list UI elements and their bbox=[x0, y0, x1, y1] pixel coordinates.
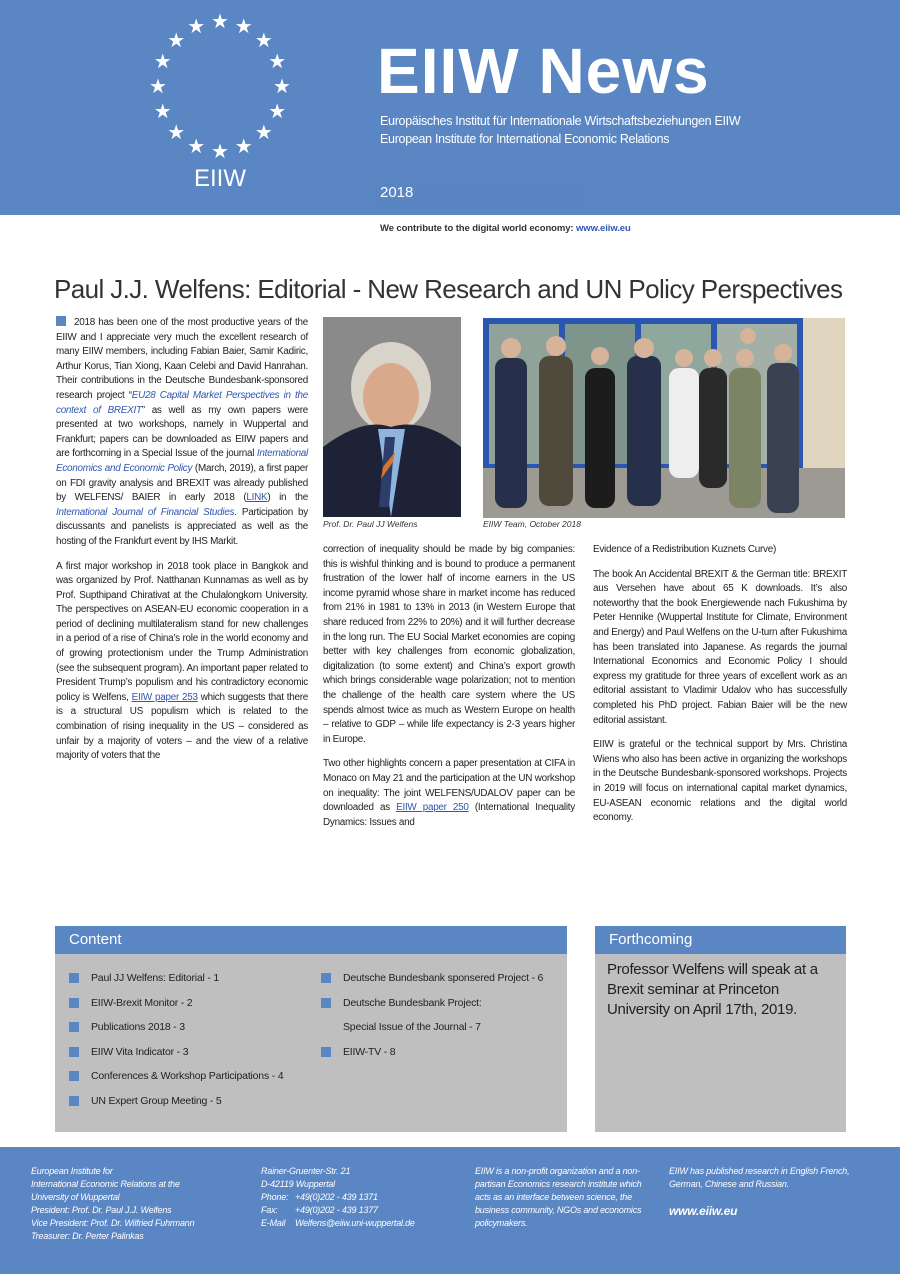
portrait-photo bbox=[323, 317, 461, 517]
bullet-square-icon bbox=[69, 1047, 79, 1057]
paragraph-3: Two other highlights concern a paper presentation at CIFA in Monaco on May 21 and the participation at the UN workshop on inequality: The joint WELFENS/UDALOV paper can be downloaded as EIIW paper 250 (International Inequality Dynamics: Issues and bbox=[323, 758, 575, 828]
star-icon: ★ bbox=[234, 15, 253, 38]
eiiw-logo bbox=[140, 10, 300, 195]
institute-name bbox=[380, 112, 740, 148]
contents-list-left bbox=[69, 972, 283, 1119]
contents-item[interactable]: EIIW Vita Indicator - 3 bbox=[69, 1046, 283, 1071]
link-link[interactable]: LINK bbox=[246, 492, 268, 504]
paragraph-2-continued: correction of inequality should be made by big companies: this is wishful thinking and is bound to produce a permanent frustration of the lower half of income earners in the US income pyramid whose share in market income has reduced from 21% in 1981 to 13% in 2013 (in Western Europe that share reduced from 22% to 20%) and it will further decrease in the long run. The EU Social Market economies are coping better with key challenges from economic globalization, digitalization (to some extent) and China’s export growth which brings considerable wage polarization; not to mention the challenge of the health care system where the US spends almost twice as much as Western Europe on health – relative to GDP – while life expectancy is 2-3 years higher in Europe. bbox=[323, 544, 575, 745]
article-column-3 bbox=[593, 543, 847, 836]
contents-box bbox=[55, 926, 567, 1132]
contents-heading: Content bbox=[55, 926, 567, 954]
paragraph-3-continued: Evidence of a Redistribution Kuznets Curve) bbox=[593, 544, 777, 555]
star-icon: ★ bbox=[273, 76, 291, 98]
tagline bbox=[380, 223, 631, 234]
bullet-square-icon bbox=[69, 1096, 79, 1106]
footer-about: EIIW is a non-profit organization and a non-partisan Economics research institute which acts as an interface between science, the business community, NGOs and economics policymakers. bbox=[475, 1166, 642, 1228]
newsletter-title: EIIW News bbox=[377, 35, 710, 107]
issue-year: 2018 bbox=[380, 184, 414, 201]
contents-item[interactable]: Deutsche Bundesbank sponsered Project - 6 bbox=[321, 972, 543, 997]
bullet-square-icon bbox=[69, 1022, 79, 1032]
star-icon: ★ bbox=[254, 29, 273, 52]
star-icon: ★ bbox=[149, 76, 167, 98]
fax-row: Fax: +49(0)202 - 439 1377 bbox=[261, 1205, 378, 1215]
star-icon: ★ bbox=[187, 15, 206, 38]
contents-item[interactable]: Publications 2018 - 3 bbox=[69, 1021, 283, 1046]
contents-item[interactable]: Deutsche Bundesbank Project: bbox=[321, 997, 543, 1022]
bullet-square-icon bbox=[321, 998, 331, 1008]
star-icon: ★ bbox=[268, 100, 287, 123]
star-icon: ★ bbox=[268, 51, 287, 74]
star-icon: ★ bbox=[153, 51, 172, 74]
footer-languages: EIIW has published research in English French, German, Chinese and Russian. www.eiiw.eu bbox=[669, 1165, 869, 1218]
star-icon: ★ bbox=[167, 29, 186, 52]
bullet-square-icon bbox=[321, 1047, 331, 1057]
email-link[interactable]: Welfens@eiiw.uni-wuppertal.de bbox=[295, 1218, 415, 1228]
paragraph-2: A first major workshop in 2018 took place in Bangkok and was organized by Prof. Natthanan Kunnamas as well as by Prof. Supthipand Chirativat at the Chulalongkorn University. The perspectives on ASEAN-EU economic cooperation in a period of declining multilateralism stand for new challenges in a period of a rise of China’s role in the world economy and of growing protectionism under the Trump Administration (see the subsequent program). An important paper related to President Trump’s populism and his contradictory economic policy is Welfens, EIIW paper 253 which suggests that there is a structural US populism which is related to the combination of rising inequality in the US – considered as unfair by a majority of voters – and the view of a relative majority of voters that the bbox=[56, 560, 308, 762]
contents-item[interactable]: Paul JJ Welfens: Editorial - 1 bbox=[69, 972, 283, 997]
footer bbox=[0, 1147, 900, 1274]
article-headline: Paul J.J. Welfens: Editorial - New Research and UN Policy Perspectives bbox=[54, 274, 843, 304]
bullet-square-icon bbox=[69, 998, 79, 1008]
logo-text: EIIW bbox=[194, 165, 246, 192]
phone-row: Phone: +49(0)202 - 439 1371 bbox=[261, 1192, 378, 1202]
paragraph-5: EIIW is grateful or the technical support by Mrs. Christina Wiens who also has been active in organizing the workshops in the Deutsche Bundesbank-sponsored workshops. Projects in 2019 will focus on international capital market dynamics, EU-ASEAN economic relations and the digital world economy. bbox=[593, 739, 847, 824]
star-icon: ★ bbox=[211, 10, 229, 33]
paragraph-4: The book An Accidental BREXIT & the German title: BREXIT aus Versehen have about 65 K downloads. It’s also noteworthy that the book Energiewende nach Fukushima by Peter Hennike (Wuppertal Institute for Climate, Environment and Energy) and Paul Welfens on the U-turn after Fukushima has been translated into Japanese. As regards the journal International Economics and Economic Policy I should express my gratitude for three years of excellent work as an editorial assistant to Vladimir Udalov who has successfully completed his PhD project. Fabian Baier will be the new editorial assistant. bbox=[593, 568, 847, 726]
team-photo-caption: EIIW Team, October 2018 bbox=[483, 519, 581, 529]
masthead bbox=[0, 0, 900, 215]
forthcoming-text: Professor Welfens will speak at a Brexit seminar at Princeton University on April 17th, 2019. bbox=[607, 961, 818, 1018]
eiiw-paper-253-link[interactable]: EIIW paper 253 bbox=[131, 691, 198, 703]
ijfs-link[interactable]: International Journal of Financial Studies bbox=[56, 506, 235, 518]
eiiw-paper-250-link[interactable]: EIIW paper 250 bbox=[396, 802, 469, 814]
article-column-2 bbox=[323, 543, 575, 840]
paragraph-marker-icon bbox=[56, 316, 66, 326]
forthcoming-heading: Forthcoming bbox=[595, 926, 846, 954]
institute-name-german: Europäisches Institut für Internationale Wirtschaftsbeziehungen EIIW bbox=[380, 114, 741, 128]
bullet-square-icon bbox=[321, 973, 331, 983]
journal-link[interactable]: International Economics and Economic Policy bbox=[56, 448, 308, 474]
portrait-image bbox=[323, 317, 461, 517]
team-image bbox=[483, 318, 845, 518]
star-circle-icon bbox=[140, 10, 300, 165]
contents-list-right bbox=[321, 972, 543, 1070]
email-row: E-Mail Welfens@eiiw.uni-wuppertal.de bbox=[261, 1218, 415, 1228]
contents-item[interactable]: Conferences & Workshop Participations - 4 bbox=[69, 1070, 283, 1095]
contents-item[interactable]: EIIW-Brexit Monitor - 2 bbox=[69, 997, 283, 1022]
contents-item[interactable]: EIIW-TV - 8 bbox=[321, 1046, 543, 1071]
bullet-square-icon bbox=[69, 1071, 79, 1081]
star-icon: ★ bbox=[234, 136, 253, 159]
website-link[interactable]: www.eiiw.eu bbox=[576, 223, 631, 234]
bullet-square-icon bbox=[69, 973, 79, 983]
project-link[interactable]: EU28 Capital Market Perspectives in the context of BREXIT bbox=[56, 389, 308, 416]
footer-contact bbox=[261, 1165, 461, 1230]
contents-item-continued[interactable]: Special Issue of the Journal - 7 bbox=[343, 1021, 481, 1033]
portrait-caption: Prof. Dr. Paul JJ Welfens bbox=[323, 519, 418, 529]
forthcoming-box bbox=[595, 926, 846, 1132]
star-icon: ★ bbox=[211, 141, 229, 164]
star-icon: ★ bbox=[187, 136, 206, 159]
article-column-1 bbox=[56, 316, 308, 774]
address-street: Rainer-Gruenter-Str. 21 bbox=[261, 1166, 351, 1176]
tagline-text: We contribute to the digital world economy: bbox=[380, 223, 576, 234]
contents-item[interactable]: UN Expert Group Meeting - 5 bbox=[69, 1095, 283, 1120]
paragraph-1: 2018 has been one of the most productive years of the EIIW and I appreciate very much the excellent research of many EIIW members, including Fabian Baier, Samir Kadiric, Arthur Korus, Tian Xiong, Kaan Celebi and David Hanrahan. Their contributions in the Deutsche Bundesbank-sponsored research project “EU28 Capital Market Perspectives in the context of BREXIT” as well as my own papers were presented at two workshops, namely in Wuppertal and Frankfurt; papers can be downloaded as EIIW papers and are forthcoming in a Special Issue of the journal International Economics and Economic Policy (March, 2019), a first paper on FDI gravity analysis and BREXIT was already published by WELFENS/ BAIER in early 2018 (LINK) in the International Journal of Financial Studies. Participation by discussants and panelists is appreciated as well as the hosting of the Frankfurt event by IHS Markit. bbox=[56, 317, 308, 547]
star-icon: ★ bbox=[254, 122, 273, 145]
address-city: D-42119 Wuppertal bbox=[261, 1179, 335, 1189]
footer-institute-info: European Institute for International Economic Relations at the University of Wuppertal President: Prof. Dr. Paul J.J. Welfens Vice President: Prof. Dr. Wilfried Fuhrmann Treasurer: Dr. Perter Palinkas bbox=[31, 1166, 195, 1241]
institute-name-english: European Institute for International Economic Relations bbox=[380, 132, 670, 146]
team-photo bbox=[483, 318, 845, 518]
star-icon: ★ bbox=[167, 122, 186, 145]
footer-website-link[interactable]: www.eiiw.eu bbox=[669, 1204, 738, 1218]
star-icon: ★ bbox=[153, 100, 172, 123]
